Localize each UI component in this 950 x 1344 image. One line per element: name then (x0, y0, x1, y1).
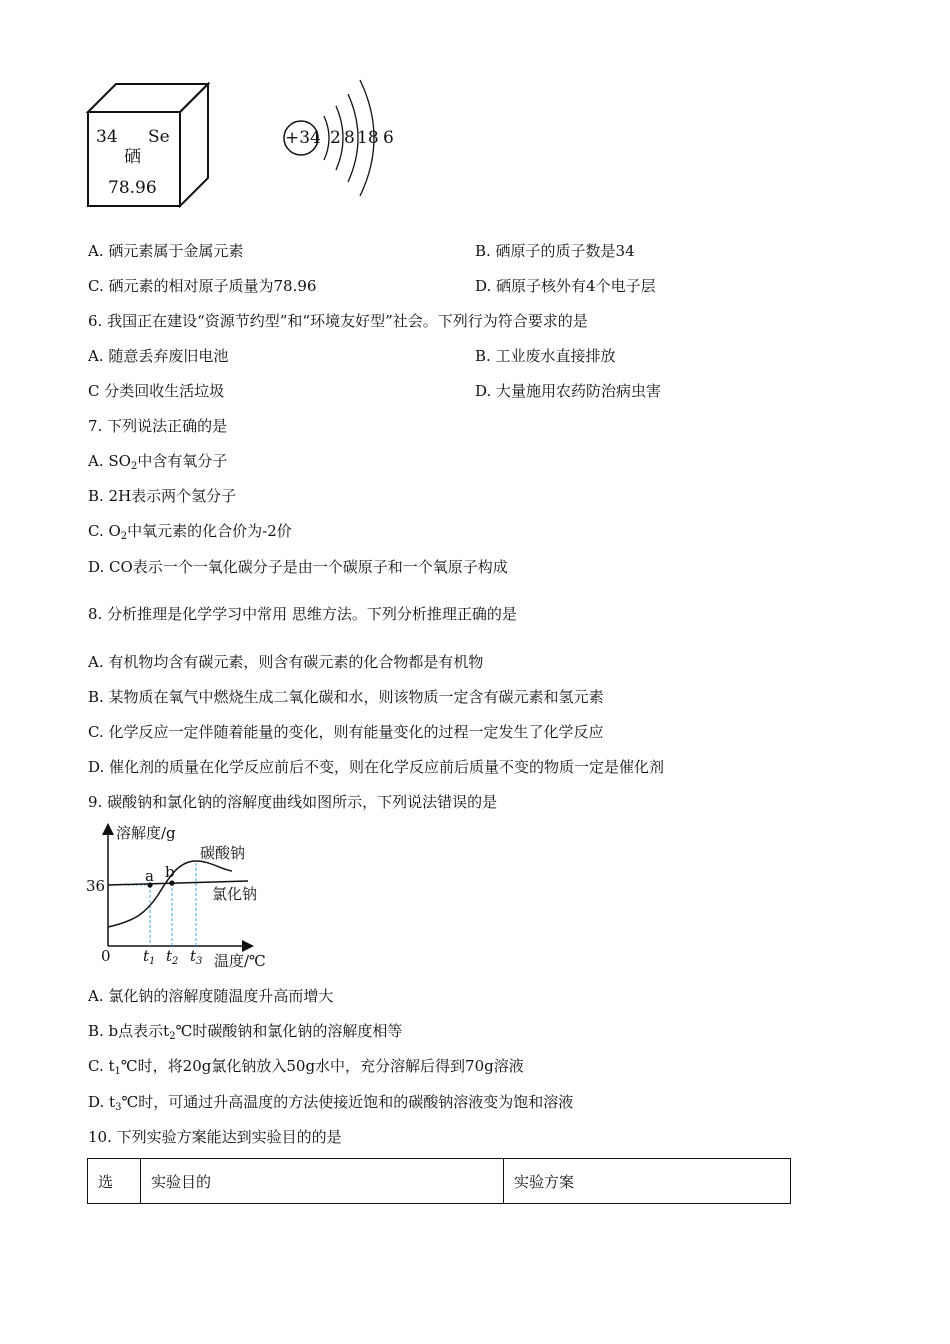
graph-y-tick-36: 36 (86, 877, 106, 895)
q6-option-c: C 分类回收生活垃圾 (88, 382, 225, 400)
q9-option-d: D. $t_3℃$时，可通过升高温度的方法使接近饱和的碳酸钠溶液变为饱和溶液 (88, 1093, 574, 1113)
q5-option-b: B. 硒原子的质子数是34 (475, 242, 635, 260)
graph-t3: $t_3$ (190, 947, 203, 967)
q8-option-c: C. 化学反应一定伴随着能量的变化，则有能量变化的过程一定发生了化学反应 (88, 723, 604, 741)
q5-option-c: C. 硒元素的相对原子质量为78.96 (88, 277, 317, 295)
nucleus-charge: +34 (285, 128, 321, 148)
q7-stem: 7. 下列说法正确的是 (88, 417, 228, 435)
table-header-row (88, 1159, 791, 1204)
graph-point-a: a (145, 867, 154, 885)
q9-option-b: B. b点表示$t_2℃$时碳酸钠和氯化钠的溶解度相等 (88, 1022, 403, 1042)
graph-t1: $t_1$ (143, 947, 156, 967)
graph-xlabel: 温度/℃ (214, 952, 266, 970)
graph-label-nacl: 氯化钠 (212, 885, 258, 903)
shell-count-4: 6 (383, 128, 394, 148)
element-number: 34 (96, 127, 118, 147)
q9-stem: 9. 碳酸钠和氯化钠的溶解度曲线如图所示，下列说法错误的是 (88, 793, 498, 811)
graph-t2: $t_2$ (166, 947, 179, 967)
element-mass: 78.96 (108, 178, 157, 198)
shell-count-1: 2 (330, 128, 341, 148)
shell-count-3: 18 (357, 128, 379, 148)
q5-option-d: D. 硒原子核外有4个电子层 (475, 277, 656, 295)
header-purpose: 实验目的 (141, 1159, 504, 1204)
q8-stem: 8. 分析推理是化学学习中常用 思维方法。下列分析推理正确的是 (88, 605, 517, 623)
element-name: 硒 (124, 147, 141, 167)
q6-option-a: A. 随意丢弃废旧电池 (88, 347, 229, 365)
q7-option-c: C. $O_2$中氧元素的化合价为-2价 (88, 522, 292, 542)
q9-option-c: C. $t_1℃$时，将20g氯化钠放入50g水中，充分溶解后得到70g溶液 (88, 1057, 524, 1077)
graph-point-b: b (165, 863, 175, 881)
q8-option-b: B. 某物质在氧气中燃烧生成二氧化碳和水，则该物质一定含有碳元素和氢元素 (88, 688, 604, 706)
graph-ylabel: 溶解度/g (116, 824, 176, 842)
experiment-table (87, 1158, 791, 1204)
q6-stem: 6. 我国正在建设“资源节约型”和“环境友好型”社会。下列行为符合要求的是 (88, 312, 588, 330)
element-symbol: Se (148, 127, 170, 147)
header-option: 选 (88, 1159, 141, 1204)
q7-option-b: B. 2H表示两个氢分子 (88, 487, 237, 505)
q8-option-d: D. 催化剂的质量在化学反应前后不变，则在化学反应前后质量不变的物质一定是催化剂 (88, 758, 665, 776)
q6-option-b: B. 工业废水直接排放 (475, 347, 616, 365)
q9-option-a: A. 氯化钠的溶解度随温度升高而增大 (88, 987, 334, 1005)
q5-option-a: A. 硒元素属于金属元素 (88, 242, 244, 260)
graph-origin: 0 (101, 947, 111, 965)
graph-label-na2co3: 碳酸钠 (200, 844, 246, 862)
q8-option-a: A. 有机物均含有碳元素，则含有碳元素的化合物都是有机物 (88, 653, 484, 671)
q7-option-d: D. CO表示一个一氧化碳分子是由一个碳原子和一个氧原子构成 (88, 558, 508, 576)
header-plan: 实验方案 (504, 1159, 791, 1204)
q6-option-d: D. 大量施用农药防治病虫害 (475, 382, 662, 400)
shell-count-2: 8 (344, 128, 355, 148)
shell-arc-1 (324, 116, 329, 160)
q10-stem: 10. 下列实验方案能达到实验目的的是 (88, 1128, 342, 1146)
q7-option-a: A. $SO_2$中含有氧分子 (88, 452, 228, 472)
